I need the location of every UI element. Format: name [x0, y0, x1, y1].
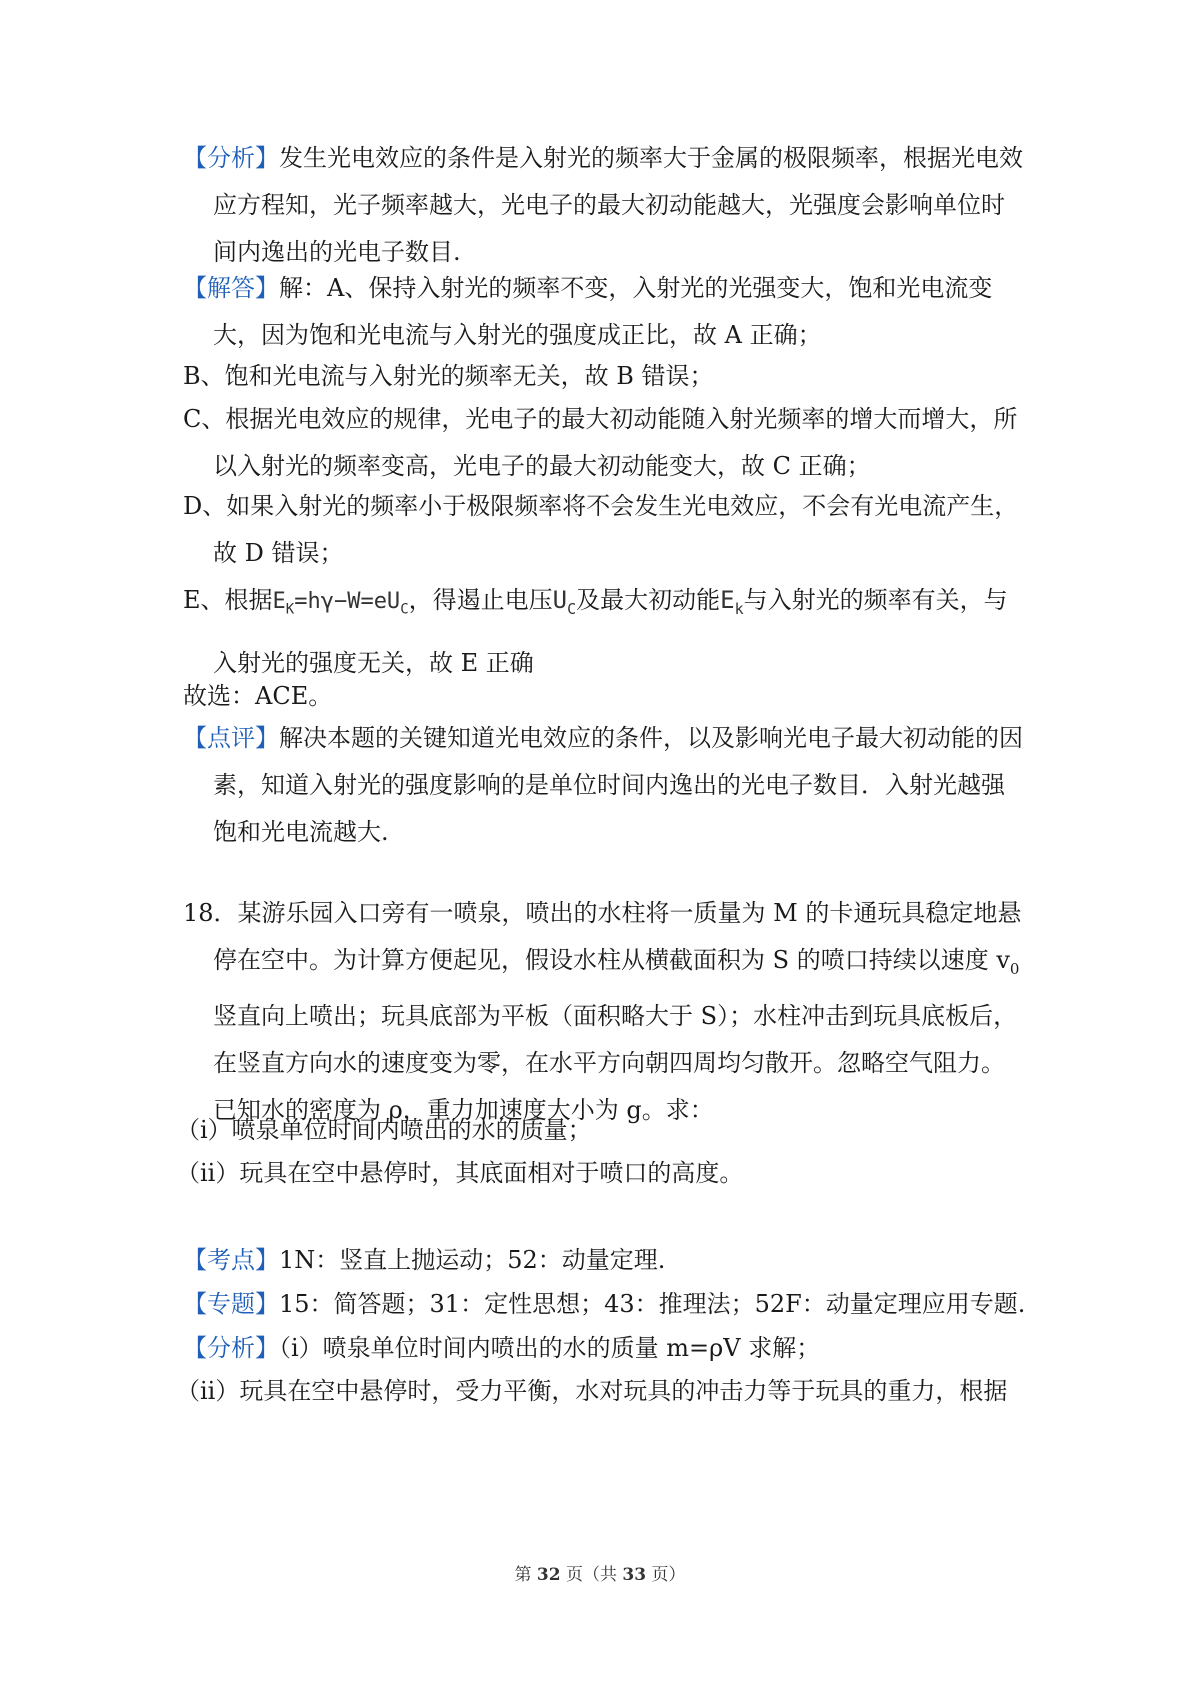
comment-paragraph	[183, 715, 1028, 856]
comment-tag: 【点评】	[183, 724, 279, 752]
analysis-text: 发生光电效应的条件是入射光的频率大于金属的极限频率，根据光电效应方程知，光子频率越大，光电子的最大初动能越大，光强度会影响单位时间内逸出的光电子数目.	[213, 144, 1023, 266]
question-18-text2: 竖直向上喷出；玩具底部为平板（面积略大于 S）；水柱冲击到玩具底板后，在竖直方向水的速度变为零，在水平方向朝四周均匀散开。忽略空气阻力。已知水的密度为 ρ，重力加速度大小为 g。求：	[213, 1001, 1018, 1124]
analysis2-line	[183, 1325, 1028, 1372]
analysis2-tag: 【分析】	[183, 1334, 279, 1362]
kinetic-energy-symbol: $E_k$	[720, 586, 744, 618]
option-e-middle2: 及最大初动能	[576, 586, 721, 614]
option-b-line: B、饱和光电流与入射光的频率无关，故 B 错误；	[183, 362, 714, 390]
velocity-subscript: 0	[1009, 959, 1020, 978]
question-18-part-i: （i）喷泉单位时间内喷出的水的质量；	[176, 1116, 592, 1144]
answer-paragraph	[183, 265, 1028, 359]
comment-text: 解决本题的关键知道光电效应的条件，以及影响光电子最大初动能的因素，知道入射光的强度影响的是单位时间内逸出的光电子数目．入射光越强饱和光电流越大.	[213, 724, 1023, 846]
option-d-paragraph: D、如果入射光的频率小于极限频率将不会发生光电效应，不会有光电流产生，故 D 错误；	[183, 492, 1019, 567]
analysis2-text: （i）喷泉单位时间内喷出的水的质量 m=ρV 求解；	[279, 1334, 821, 1362]
zhuanti-text: 15：简答题；31：定性思想；43：推理法；52F：动量定理应用专题.	[279, 1290, 1026, 1318]
kaodian-tag: 【考点】	[183, 1246, 279, 1274]
question-18-paragraph	[183, 890, 1028, 1134]
kaodian-line	[183, 1237, 1028, 1284]
answer-tag: 【解答】	[183, 274, 279, 302]
analysis2-part-ii: （ii）玩具在空中悬停时，受力平衡，水对玩具的冲击力等于玩具的重力，根据	[176, 1377, 1008, 1405]
option-c-paragraph: C、根据光电效应的规律，光电子的最大初动能随入射光频率的增大而增大，所以入射光的频率变高，光电子的最大初动能变大，故 C 正确；	[183, 405, 1018, 480]
kaodian-text: 1N：竖直上抛运动；52：动量定理.	[279, 1246, 666, 1274]
analysis-paragraph	[183, 135, 1028, 276]
choice-line: 故选：ACE。	[183, 682, 333, 710]
photoelectric-equation: $E_K=h\gamma-W=eU_C$	[272, 589, 409, 618]
question-18-text: 18．某游乐园入口旁有一喷泉，喷出的水柱将一质量为 M 的卡通玩具稳定地悬停在空中。为计算方便起见，假设水柱从横截面积为 S 的喷口持续以速度 v	[183, 899, 1022, 974]
zhuanti-tag: 【专题】	[183, 1290, 279, 1318]
page-footer: 第 32 页（共 33 页）	[514, 1565, 686, 1585]
option-e-prefix: E、根据	[183, 586, 273, 614]
question-18-part-ii: （ii）玩具在空中悬停时，其底面相对于喷口的高度。	[176, 1159, 744, 1187]
option-e-suffix: 与入射光的频率有关，与入射光的强度无关，故 E 正确	[213, 586, 1008, 678]
current-page-number: 32	[536, 1565, 561, 1585]
answer-text: 解：A、保持入射光的频率不变，入射光的光强变大，饱和光电流变大，因为饱和光电流与入射光的强度成正比，故 A 正确；	[213, 274, 993, 349]
zhuanti-line	[183, 1281, 1028, 1328]
stopping-voltage-symbol: $U_C$	[552, 586, 577, 618]
option-e-paragraph: E、根据$E_K=h\gamma-W=eU_C$，得遏止电压$U_C$及最大初动能$E_k$与入射光的频率有关，与入射光的强度无关，故 E 正确	[183, 586, 1008, 678]
analysis-tag: 【分析】	[183, 144, 279, 172]
option-e-middle: 得遏止电压	[432, 586, 553, 614]
total-page-number: 33	[622, 1565, 647, 1585]
